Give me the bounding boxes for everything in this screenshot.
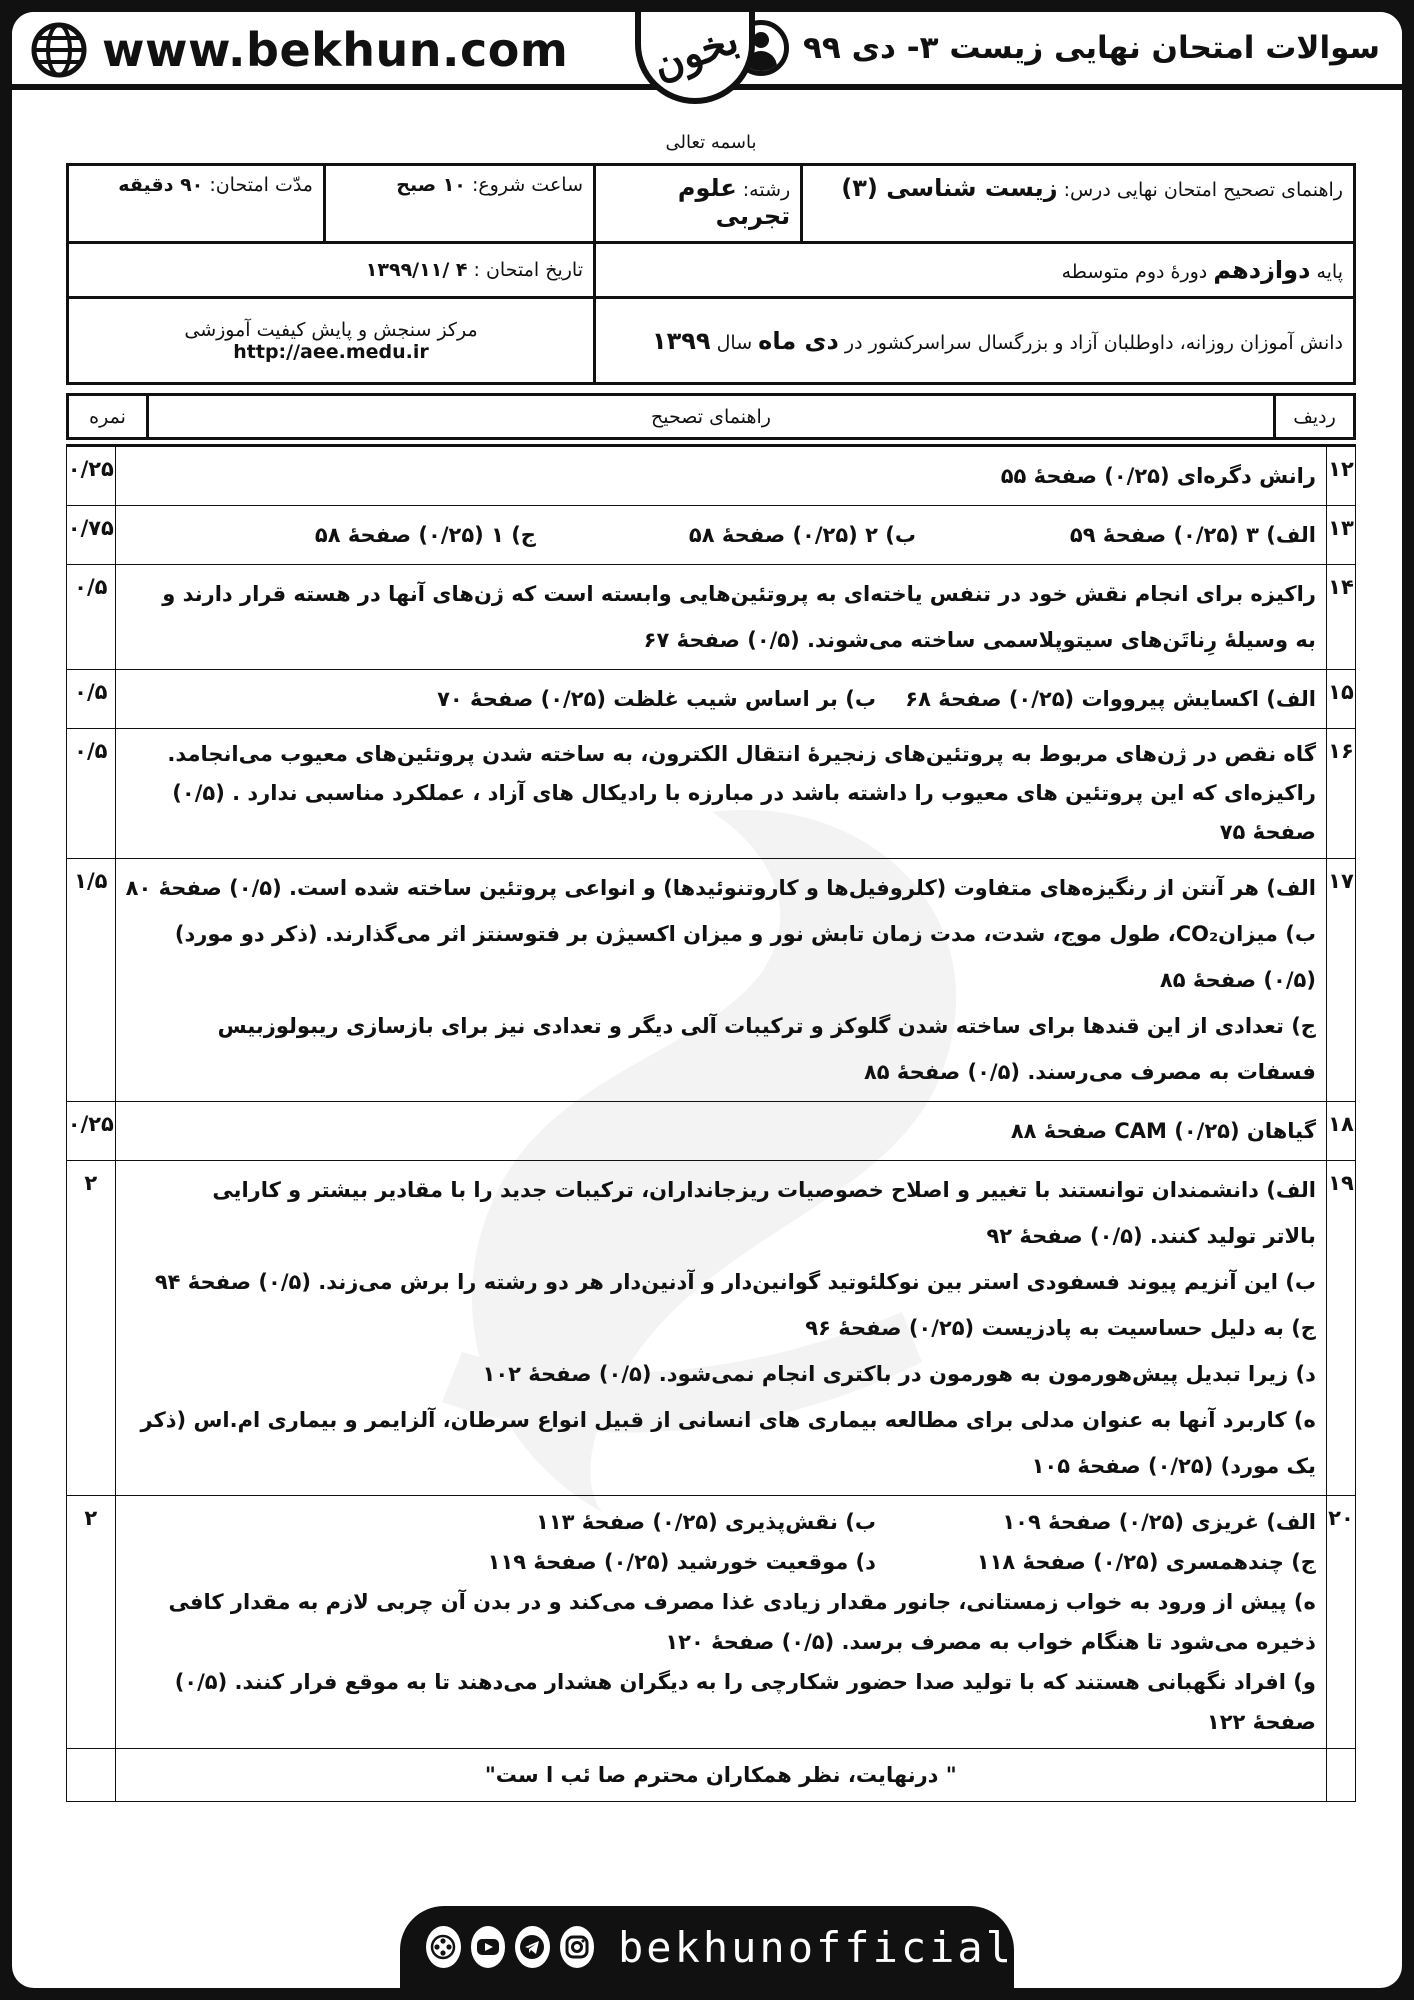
closing-note: " درنهایت، نظر همکاران محترم صا ئب ا ست" [115, 1749, 1326, 1802]
empty-cell [1326, 1749, 1355, 1802]
field-cell: رشته: علوم تجربی [595, 165, 802, 243]
question-score: ۲ [67, 1161, 116, 1496]
brand-logo [635, 12, 755, 104]
question-score: ۰/۵ [67, 729, 116, 859]
table-row [67, 729, 1356, 859]
table-row [67, 859, 1356, 1102]
table-row [67, 1161, 1356, 1496]
assessment-center-url: http://aee.medu.ir [233, 340, 429, 363]
social-handle[interactable]: bekhunofficial [618, 1922, 1015, 1972]
grade-value: دوازدهم [1213, 256, 1311, 284]
youtube-icon[interactable] [471, 1926, 506, 1968]
answer-text: الف) اکسایش پیرووات (۰/۲۵) صفحۀ ۶۸ ب) بر اساس شیب غلظت (۰/۲۵) صفحۀ ۷۰ [115, 670, 1326, 729]
globe-icon [30, 21, 88, 79]
table-row [67, 1102, 1356, 1161]
brand-logo-text: بخون [646, 15, 744, 89]
question-score: ۰/۲۵ [67, 1102, 116, 1161]
basmala: باسمه تعالی [665, 132, 757, 153]
question-score: ۰/۵ [67, 565, 116, 670]
column-header-guide: راهنمای تصحیح [148, 395, 1275, 439]
exam-info-table [66, 163, 1356, 385]
answer-text: الف) هر آنتن از رنگیزه‌های متفاوت (کلروفیل‌ها و کاروتنوئیدها) و انواعی پروتئین ساخته شده است. (۰/۵) صفحۀ ۸۰ ب) میزانCO₂، طول موج، شدت، مدت زمان تابش نور و میزان اکسیژن بر فتوسنتز اثر می‌گذارند. (ذکر دو مورد) (۰/۵) صفحۀ ۸۵ ج) تعدادی از این قندها برای ساخته شدن گلوکز و ترکیبات آلی دیگر و تعدادی نیز برای بازسازی ریبولوزبیس فسفات به مصرف می‌رسند. (۰/۵) صفحۀ ۸۵ [115, 859, 1326, 1102]
answer-text: رانش دگره‌ای (۰/۲۵) صفحۀ ۵۵ [115, 446, 1326, 506]
instagram-icon[interactable] [560, 1926, 595, 1968]
social-footer [400, 1906, 1014, 1988]
course-cell: راهنمای تصحیح امتحان نهایی درس: زیست شناسی (۳) [802, 165, 1355, 243]
question-score: ۰/۲۵ [67, 446, 116, 506]
film-reel-icon[interactable] [426, 1926, 461, 1968]
question-number: ۱۶ [1326, 729, 1355, 859]
students-month: دی ماه [758, 326, 839, 355]
column-header-score: نمره [68, 395, 148, 439]
question-score: ۰/۷۵ [67, 506, 116, 565]
question-number: ۱۵ [1326, 670, 1355, 729]
exam-title: سوالات امتحان نهایی زیست ۳- دی ۹۹ [802, 30, 1380, 66]
table-row [67, 565, 1356, 670]
table-row [67, 446, 1356, 506]
top-banner [12, 12, 1402, 90]
assessment-center-cell [68, 298, 595, 384]
question-number: ۱۹ [1326, 1161, 1355, 1496]
answer-table-header [66, 393, 1356, 440]
telegram-icon[interactable] [515, 1926, 550, 1968]
question-score: ۰/۵ [67, 670, 116, 729]
empty-cell [67, 1749, 116, 1802]
question-number: ۲۰ [1326, 1496, 1355, 1749]
answer-text: الف) ۳ (۰/۲۵) صفحۀ ۵۹ ب) ۲ (۰/۲۵) صفحۀ ۵۸ ج) ۱ (۰/۲۵) صفحۀ ۵۸ [115, 506, 1326, 565]
field-value: علوم تجربی [677, 174, 791, 230]
students-year: ۱۳۹۹ [651, 326, 711, 355]
answer-text: الف) دانشمندان توانستند با تغییر و اصلاح خصوصیات ریزجانداران، ترکیبات جدید را با مقادیر بیشتر و کارایی بالاتر تولید کنند. (۰/۵) صفحۀ ۹۲ ب) این آنزیم پیوند فسفودی استر بین نوکلئوتید گوانین‌دار و آدنین‌دار هر دو رشته را برش می‌زند. (۰/۵) صفحۀ ۹۴ ج) به دلیل حساسیت به پادزیست (۰/۲۵) صفحۀ ۹۶ د) زیرا تبدیل پیش‌هورمون به هورمون در باکتری انجام نمی‌شود. (۰/۵) صفحۀ ۱۰۲ ه) کاربرد آنها به عنوان مدلی برای مطالعه بیماری های انسانی از قبیل انواع سرطان، آلزایمر و بیماری ام.اس (ذکر یک مورد) (۰/۲۵) صفحۀ ۱۰۵ [115, 1161, 1326, 1496]
answer-table [66, 444, 1356, 1802]
question-number: ۱۴ [1326, 565, 1355, 670]
start-time-value: ۱۰ صبح [396, 174, 466, 196]
duration-value: ۹۰ دقیقه [118, 174, 204, 196]
banner-site-group[interactable] [30, 22, 568, 78]
grade-cell: پایه دوازدهم دورۀ دوم متوسطه [595, 243, 1355, 298]
start-time-cell: ساعت شروع: ۱۰ صبح [325, 165, 595, 243]
question-number: ۱۸ [1326, 1102, 1355, 1161]
answer-text: گیاهان CAM (۰/۲۵) صفحۀ ۸۸ [115, 1102, 1326, 1161]
question-number: ۱۲ [1326, 446, 1355, 506]
site-url[interactable]: www.bekhun.com [102, 23, 569, 77]
question-number: ۱۷ [1326, 859, 1355, 1102]
answer-text: گاه نقص در ژن‌های مربوط به پروتئین‌های زنجیرۀ انتقال الکترون، به ساخته شدن پروتئین‌های معیوب می‌انجامد. راکیزه‌ای که این پروتئین های معیوب را داشته باشد در مبارزه با رادیکال های آزاد ، عملکرد مناسبی ندارد . (۰/۵) صفحۀ ۷۵ [115, 729, 1326, 859]
answer-key-document [66, 132, 1356, 1802]
table-row [67, 670, 1356, 729]
course-name: زیست شناسی (۳) [841, 174, 1058, 202]
question-score: ۱/۵ [67, 859, 116, 1102]
duration-cell: مدّت امتحان: ۹۰ دقیقه [68, 165, 325, 243]
exam-date-value: ۱۳۹۹/۱۱/ ۴ [365, 259, 468, 281]
answer-text: راکیزه برای انجام نقش خود در تنفس یاخته‌ای به پروتئین‌هایی وابسته است که ژن‌های آنها در هسته قرار دارند و به وسیلۀ رِناتَن‌های سیتوپلاسمی ساخته می‌شوند. (۰/۵) صفحۀ ۶۷ [115, 565, 1326, 670]
exam-sheet [12, 12, 1402, 1988]
answer-text: الف) غریزی (۰/۲۵) صفحۀ ۱۰۹ ب) نقش‌پذیری (۰/۲۵) صفحۀ ۱۱۳ ج) چندهمسری (۰/۲۵) صفحۀ ۱۱۸ د) موقعیت خورشید (۰/۲۵) صفحۀ ۱۱۹ ه) پیش از ورود به خواب زمستانی، جانور مقدار زیادی غذا مصرف می‌کند و در بدن آن چربی لازم به مقدار کافی ذخیره می‌شود تا هنگام خواب به مصرف برسد. (۰/۵) صفحۀ ۱۲۰ و) افراد نگهبانی هستند که با تولید صدا حضور شکارچی را به دیگران هشدار می‌دهند تا به موقع فرار کنند. (۰/۵) صفحۀ ۱۲۲ [115, 1496, 1326, 1749]
students-cell: دانش آموزان روزانه، داوطلبان آزاد و بزرگسال سراسرکشور در دی ماه سال ۱۳۹۹ [595, 298, 1355, 384]
question-score: ۲ [67, 1496, 116, 1749]
exam-date-cell: تاریخ امتحان : ۱۳۹۹/۱۱/ ۴ [68, 243, 595, 298]
table-row [67, 1496, 1356, 1749]
assessment-center-name: مرکز سنجش و پایش کیفیت آموزشی [184, 318, 478, 341]
banner-title-group [733, 22, 1380, 74]
question-number: ۱۳ [1326, 506, 1355, 565]
table-row [67, 506, 1356, 565]
column-header-row: ردیف [1275, 395, 1355, 439]
table-row [67, 1749, 1356, 1802]
